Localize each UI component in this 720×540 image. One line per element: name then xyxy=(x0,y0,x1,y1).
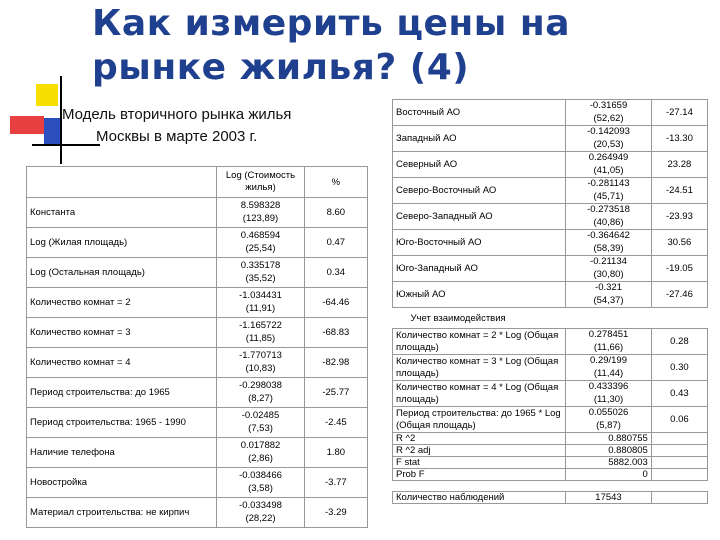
stat-value: 0.880755 xyxy=(566,433,652,445)
table-row xyxy=(393,407,708,433)
row-label: Количество комнат = 2 xyxy=(27,288,217,318)
row-label: Восточный АО xyxy=(393,100,566,126)
row-pct: 1.80 xyxy=(304,438,367,468)
table-row xyxy=(27,408,368,438)
row-pct: -27.14 xyxy=(651,100,707,126)
row-label: Юго-Восточный АО xyxy=(393,230,566,256)
table-row xyxy=(27,228,368,258)
row-coef: -0.281143 (45,71) xyxy=(566,178,652,204)
row-pct: -3.77 xyxy=(304,468,367,498)
obs-empty xyxy=(651,492,707,504)
row-pct: 0.34 xyxy=(304,258,367,288)
row-coef: -0.02485 (7,53) xyxy=(217,408,304,438)
spacer-row xyxy=(393,481,708,492)
stat-row xyxy=(393,457,708,469)
row-label: Количество комнат = 3 xyxy=(27,318,217,348)
row-coef: -0.21134 (30,80) xyxy=(566,256,652,282)
table-row xyxy=(27,468,368,498)
row-pct: -25.77 xyxy=(304,378,367,408)
row-coef: 0.278451 (11,66) xyxy=(566,329,652,355)
row-coef: 0.468594 (25,54) xyxy=(217,228,304,258)
row-label: Материал строительства: не кирпич xyxy=(27,498,217,528)
row-pct: -82.98 xyxy=(304,348,367,378)
row-label: Период строительства: до 1965 xyxy=(27,378,217,408)
row-label: Период строительства: 1965 - 1990 xyxy=(27,408,217,438)
stat-value: 5882.003 xyxy=(566,457,652,469)
row-label: Южный АО xyxy=(393,282,566,308)
stat-row xyxy=(393,469,708,481)
right-regression-table xyxy=(392,99,708,504)
table-row xyxy=(27,438,368,468)
obs-value: 17543 xyxy=(566,492,652,504)
row-coef: -0.298038 (8,27) xyxy=(217,378,304,408)
row-label: Количество комнат = 3 * Log (Общая площадь) xyxy=(393,355,566,381)
table-row xyxy=(393,152,708,178)
slide-title: Как измерить цены на рынке жилья? (4) xyxy=(92,3,571,88)
row-coef: -1.034431 (11,91) xyxy=(217,288,304,318)
stat-label: R ^2 xyxy=(393,433,566,445)
row-label: Период строительства: до 1965 * Log (Общая площадь) xyxy=(393,407,566,433)
stat-empty xyxy=(651,433,707,445)
row-label: Западный АО xyxy=(393,126,566,152)
table-row xyxy=(27,498,368,528)
row-pct: -24.51 xyxy=(651,178,707,204)
row-pct: 0.43 xyxy=(651,381,707,407)
row-pct: -23.93 xyxy=(651,204,707,230)
row-pct: -3.29 xyxy=(304,498,367,528)
row-label: Северный АО xyxy=(393,152,566,178)
row-pct: 8.60 xyxy=(304,198,367,228)
row-coef: -0.273518 (40,86) xyxy=(566,204,652,230)
table-row xyxy=(27,318,368,348)
row-coef: -0.321 (54,37) xyxy=(566,282,652,308)
deco-red-square xyxy=(10,116,44,134)
table-row xyxy=(393,329,708,355)
table-row xyxy=(393,204,708,230)
row-pct: 30.56 xyxy=(651,230,707,256)
stat-row xyxy=(393,433,708,445)
row-pct: 0.47 xyxy=(304,228,367,258)
row-label: Северо-Западный АО xyxy=(393,204,566,230)
table-row xyxy=(27,378,368,408)
interaction-header: Учет взаимодействия xyxy=(410,312,506,324)
row-label: Константа xyxy=(27,198,217,228)
stat-label: F stat xyxy=(393,457,566,469)
subtitle-line-1: Модель вторичного рынка жилья xyxy=(62,106,292,123)
row-coef: 0.264949 (41,05) xyxy=(566,152,652,178)
table-row xyxy=(27,288,368,318)
row-coef: -0.31659 (52,62) xyxy=(566,100,652,126)
row-coef: -0.142093 (20,53) xyxy=(566,126,652,152)
obs-label: Количество наблюдений xyxy=(393,492,566,504)
stat-empty xyxy=(651,457,707,469)
row-label: Северо-Восточный АО xyxy=(393,178,566,204)
row-coef: -0.364642 (58,39) xyxy=(566,230,652,256)
stat-value: 0 xyxy=(566,469,652,481)
stat-empty xyxy=(651,469,707,481)
subtitle-line-2: Москвы в марте 2003 г. xyxy=(96,128,258,145)
row-label: Юго-Западный АО xyxy=(393,256,566,282)
stat-label: R ^2 adj xyxy=(393,445,566,457)
row-coef: -1.165722 (11,85) xyxy=(217,318,304,348)
row-label: Количество комнат = 4 * Log (Общая площадь) xyxy=(393,381,566,407)
stat-value: 0.880805 xyxy=(566,445,652,457)
row-label: Новостройка xyxy=(27,468,217,498)
table-row xyxy=(27,348,368,378)
row-pct: 0.30 xyxy=(651,355,707,381)
header-empty-cell xyxy=(27,167,217,198)
row-pct: -19.05 xyxy=(651,256,707,282)
row-pct: 0.28 xyxy=(651,329,707,355)
row-pct: 23.28 xyxy=(651,152,707,178)
table-row xyxy=(393,282,708,308)
table-row xyxy=(393,100,708,126)
row-pct: -2.45 xyxy=(304,408,367,438)
row-coef: 0.017882 (2,86) xyxy=(217,438,304,468)
row-label: Log (Остальная площадь) xyxy=(27,258,217,288)
row-coef: 0.433396 (11,30) xyxy=(566,381,652,407)
section-row xyxy=(393,308,708,329)
table-row xyxy=(393,381,708,407)
row-pct: 0.06 xyxy=(651,407,707,433)
row-pct: -64.46 xyxy=(304,288,367,318)
stat-label: Prob F xyxy=(393,469,566,481)
table-row xyxy=(27,258,368,288)
subtitle xyxy=(62,104,362,148)
table-row xyxy=(393,256,708,282)
row-label: Log (Жилая площадь) xyxy=(27,228,217,258)
row-label: Количество комнат = 4 xyxy=(27,348,217,378)
deco-blue-square xyxy=(44,118,60,146)
table-row xyxy=(393,126,708,152)
table-row xyxy=(27,198,368,228)
row-coef: 8.598328 (123,89) xyxy=(217,198,304,228)
table-row xyxy=(393,230,708,256)
row-coef: 0.055026 (5,87) xyxy=(566,407,652,433)
table-row xyxy=(393,178,708,204)
row-coef: -0.033498 (28,22) xyxy=(217,498,304,528)
left-regression-table xyxy=(26,166,368,528)
row-pct: -68.83 xyxy=(304,318,367,348)
stat-row xyxy=(393,445,708,457)
row-coef: -1.770713 (10,83) xyxy=(217,348,304,378)
row-label: Наличие телефона xyxy=(27,438,217,468)
row-pct: -13.30 xyxy=(651,126,707,152)
header-pct: % xyxy=(304,167,367,198)
deco-yellow-square xyxy=(36,84,58,106)
header-coef: Log (Стоимость жилья) xyxy=(217,167,304,198)
stat-empty xyxy=(651,445,707,457)
row-coef: -0.038466 (3,58) xyxy=(217,468,304,498)
row-coef: 0.29/199 (11,44) xyxy=(566,355,652,381)
table-row xyxy=(393,355,708,381)
obs-row xyxy=(393,492,708,504)
row-label: Количество комнат = 2 * Log (Общая площадь) xyxy=(393,329,566,355)
row-pct: -27.46 xyxy=(651,282,707,308)
row-coef: 0.335178 (35,52) xyxy=(217,258,304,288)
